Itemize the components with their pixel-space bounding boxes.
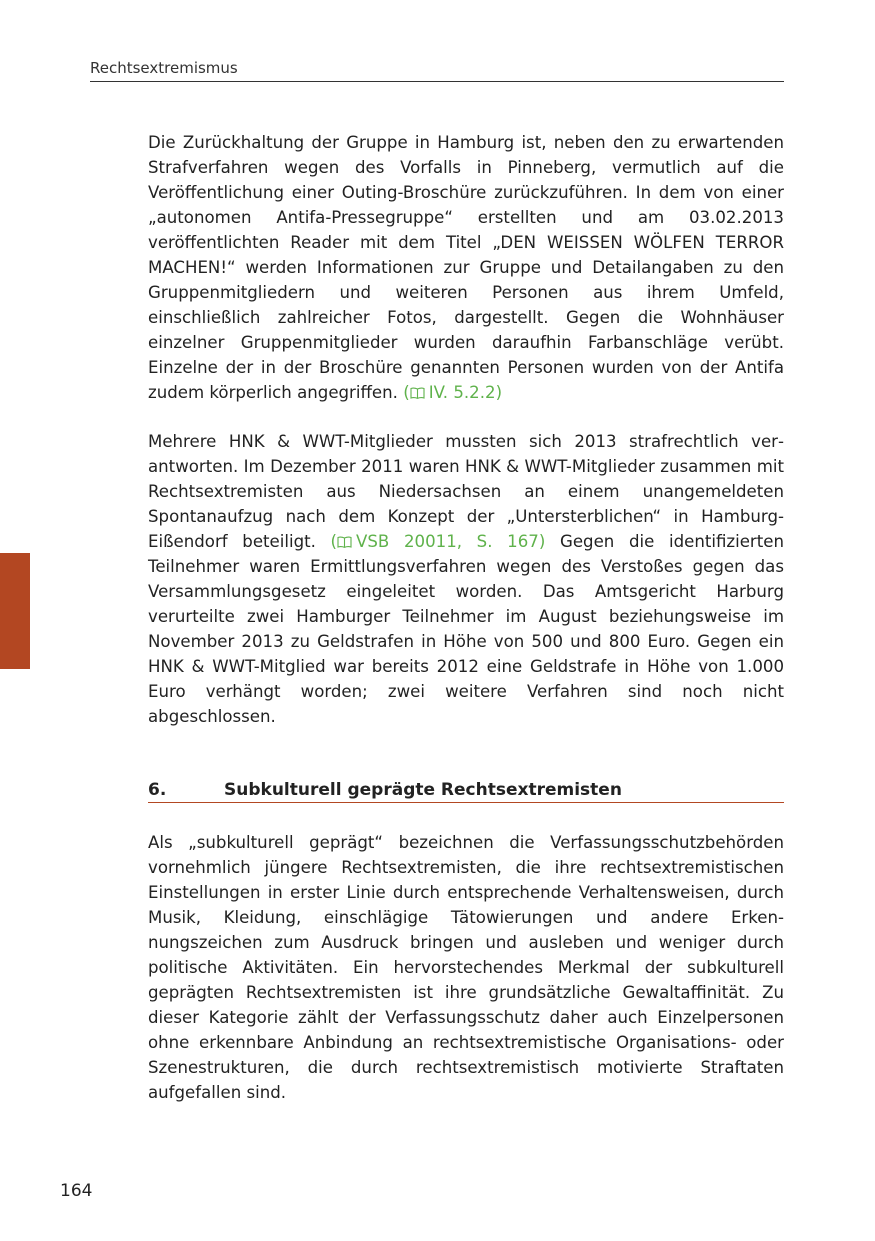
paragraph-1-text: Die Zurückhaltung der Gruppe in Hamburg ist, neben den zu erwartenden Strafverfahren wegen des Vorfalls in Pinneberg, vermutlich auf die Veröffentlichung einer Outing-Broschüre zurückzuführen. In dem von einer „autonomen Antifa-Pressegruppe“ erstellten und am 03.02.2013 veröffentlichten Reader mit dem Titel „DEN WEISSEN WÖLFEN TERROR MACHEN!“ werden Informationen zur Gruppe und Detailangaben zu den Gruppenmitgliedern und weiteren Personen aus ihrem Umfeld, einschließlich zahlreicher Fotos, dargestellt. Gegen die Wohnhäuser einzelner Gruppenmitglieder wurden daraufhin Farbanschläge verübt. Einzelne der in der Broschüre genannten Personen wurden von der Antifa zudem körperlich angegriffen.: [148, 133, 784, 402]
book-icon: [410, 387, 425, 399]
cross-reference-label: VSB 20011, S. 167: [356, 532, 539, 551]
paragraph-1: [148, 130, 784, 405]
section-title: Subkulturell geprägte Rechtsextremisten: [224, 780, 622, 800]
page-number: 164: [60, 1181, 93, 1201]
running-header: Rechtsextremismus: [90, 59, 238, 77]
paragraph-3-text: Als „subkulturell geprägt“ bezeichnen die Verfassungsschutzbehörden vornehmlich jüngere Rechtsextremisten, die ihre rechtsextremistischen Einstellungen in erster Linie durch entsprechende Verhaltensweisen, durch Musik, Kleidung, einschlägige Tätowierungen und andere Erkennungszeichen zum Ausdruck bringen und ausleben und weniger durch politische Aktivitäten. Ein hervorstechendes Merkmal der subkulturell geprägten Rechtsextremisten ist ihre grundsätzliche Gewaltaffinität. Zu dieser Kategorie zählt der Verfassungsschutz daher auch Einzelpersonen ohne erkennbare Anbindung an rechtsextremistische Organisations- oder Szenestrukturen, die durch rechtsextremistisch motivierte Straftaten aufgefallen sind.: [148, 833, 784, 1102]
cross-reference-link[interactable]: ( VSB 20011, S. 167): [330, 532, 546, 551]
section-heading: [148, 780, 784, 803]
cross-reference-link[interactable]: ( IV. 5.2.2): [403, 383, 503, 402]
section-number: 6.: [148, 780, 167, 800]
book-icon: [337, 536, 352, 548]
paragraph-2-text-start: Mehrere HNK & WWT-Mitglieder mussten sich 2013 strafrechtlich verantworten. Im Dezember 2011 waren HNK & WWT-Mitglieder zusammen mit Rechtsextremisten aus Niedersachsen an einem unangemeldeten Spontanaufzug nach dem Konzept der „Untersterblichen“ in Hamburg-Eißendorf beteiligt.: [148, 432, 784, 551]
chapter-side-tab: [0, 553, 30, 669]
paragraph-3: [148, 830, 784, 1105]
cross-reference-label: IV. 5.2.2: [428, 383, 496, 402]
header-rule: [90, 81, 784, 82]
paragraph-2: [148, 429, 784, 729]
paragraph-2-text-end: Gegen die identifizierten Teilnehmer waren Ermittlungsverfahren wegen des Verstoßes gegen das Versammlungsgesetz eingeleitet worden. Das Amtsgericht Harburg verurteilte zwei Hamburger Teilnehmer im August beziehungsweise im November 2013 zu Geldstrafen in Höhe von 500 und 800 Euro. Gegen ein HNK & WWT-Mitglied war bereits 2012 eine Geldstrafe in Höhe von 1.000 Euro verhängt worden; zwei weitere Verfahren sind noch nicht abgeschlossen.: [148, 532, 784, 726]
